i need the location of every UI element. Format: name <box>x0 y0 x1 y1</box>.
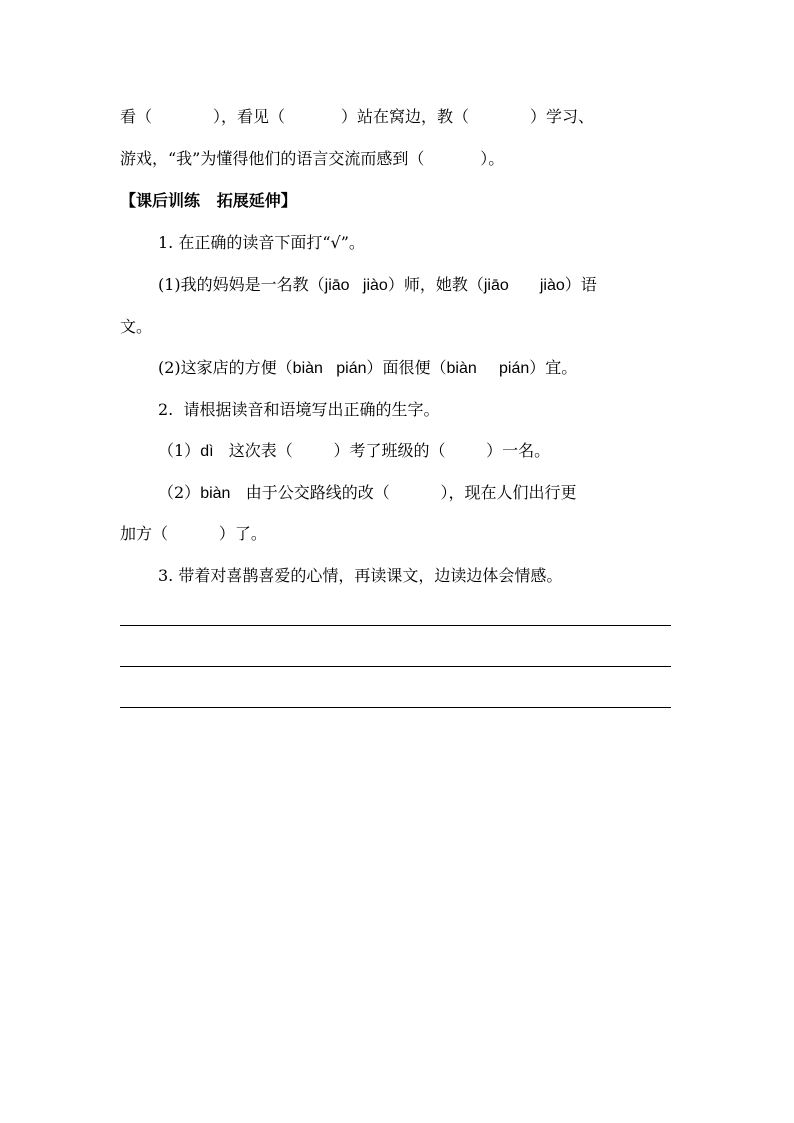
q2a-text: 这次表（ ）考了班级的（ ）一名。 <box>213 441 551 460</box>
question-1a <box>158 273 597 297</box>
q1b-pinyin-2: biàn pián <box>446 360 530 377</box>
question-2a <box>158 439 550 463</box>
q2b-text: 由于公交路线的改（ ），现在人们出行更 <box>230 483 577 502</box>
q1b-pinyin-1: biàn pián <box>292 360 367 377</box>
question-1a-continued: 文。 <box>120 317 153 336</box>
text-line-2: 游戏，“我”为懂得他们的语言交流而感到（ ）。 <box>120 149 505 168</box>
question-2: 2. 请根据读音和语境写出正确的生字。 <box>158 400 440 419</box>
q1b-text-post: ）宜。 <box>529 358 578 377</box>
question-3: 3. 带着对喜鹊喜爱的心情，再读课文，边读边体会情感。 <box>158 566 563 585</box>
question-2b-continued: 加方（ ）了。 <box>120 524 267 543</box>
question-2b <box>158 481 577 505</box>
q1a-pinyin-1: jiāo jiào <box>324 277 388 294</box>
answer-line-3[interactable] <box>120 707 671 708</box>
answer-line-2[interactable] <box>120 666 671 667</box>
answer-line-1[interactable] <box>120 625 671 626</box>
q1a-pinyin-2: jiāo jiào <box>483 277 565 294</box>
q1b-text-pre: (2)这家店的方便（ <box>158 358 293 377</box>
q2b-pinyin: biàn <box>200 485 231 502</box>
q1a-text-post: ）语 <box>564 275 597 294</box>
q2b-number: （2） <box>158 483 201 502</box>
text-line-1: 看（ ），看见（ ）站在窝边，教（ ）学习、 <box>120 107 595 126</box>
q2a-number: （1） <box>158 441 201 460</box>
q1b-text-mid: ）面很便（ <box>366 358 447 377</box>
section-heading: 【课后训练 拓展延伸】 <box>120 191 297 210</box>
q1a-text-mid: ）师，她教（ <box>387 275 484 294</box>
question-1: 1. 在正确的读音下面打“√”。 <box>158 233 365 252</box>
question-1b <box>158 356 577 380</box>
q1a-text-pre: (1)我的妈妈是一名教（ <box>158 275 325 294</box>
q2a-pinyin: dì <box>200 443 214 460</box>
